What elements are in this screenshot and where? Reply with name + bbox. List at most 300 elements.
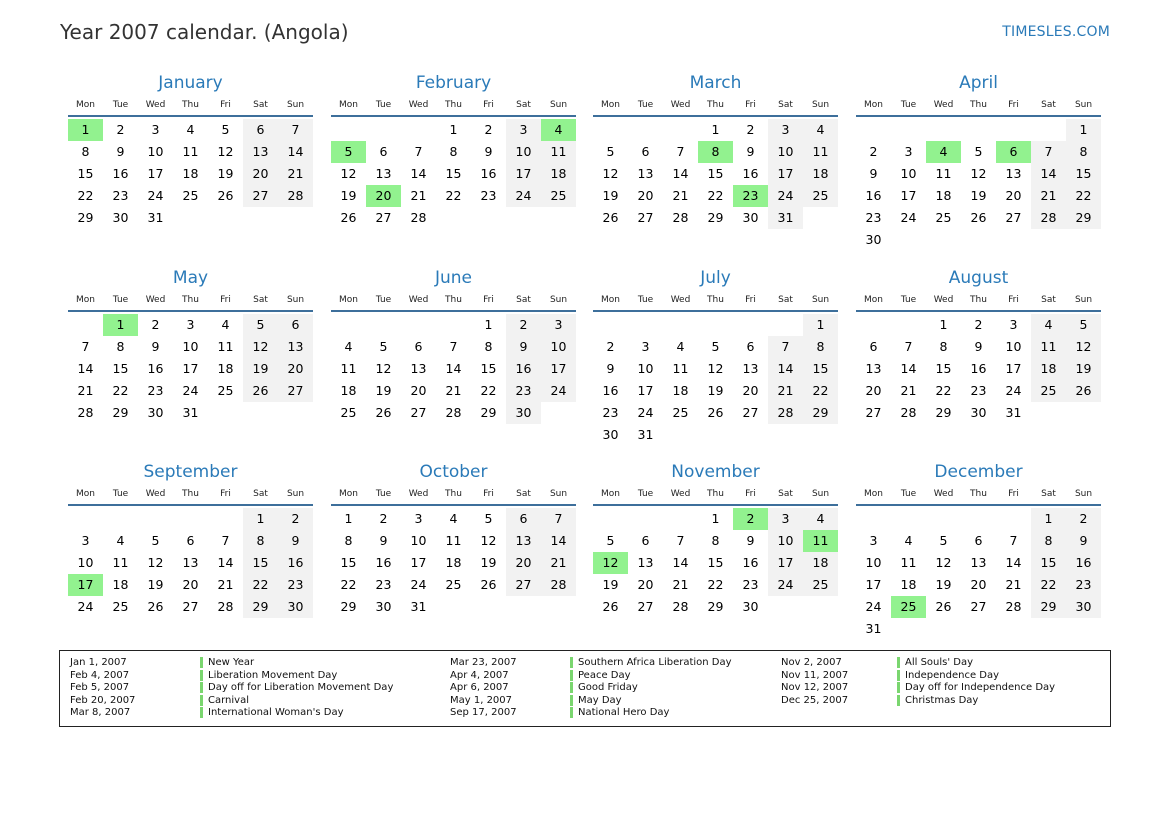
day-cell: 16 [742, 166, 759, 181]
day-cell: 30 [865, 232, 882, 247]
legend-marker [570, 682, 573, 693]
weekday-header: Mon [864, 295, 883, 305]
weekday-header: Sun [1074, 295, 1093, 305]
day-cell: 1 [1031, 508, 1066, 530]
day-cell: 19 [340, 188, 357, 203]
day-cell: 10 [506, 141, 541, 163]
weekday-header: Fri [1008, 295, 1019, 305]
day-cell: 24 [541, 380, 576, 402]
legend-marker [200, 695, 203, 706]
legend-date: Apr 6, 2007 [450, 682, 509, 694]
weekday-header: Sun [1074, 100, 1093, 110]
holiday-legend [59, 650, 1111, 727]
day-cell: 24 [506, 185, 541, 207]
month-name: February [415, 73, 492, 93]
site-link[interactable]: TIMESLES.COM [1002, 24, 1110, 40]
day-cell: 26 [602, 599, 619, 614]
day-cell: 10 [541, 336, 576, 358]
day-cell: 11 [803, 141, 838, 163]
day-cell: 21 [900, 383, 917, 398]
day-cell: 16 [112, 166, 129, 181]
day-cell: 18 [900, 577, 917, 592]
weekday-header: Sat [516, 295, 531, 305]
weekday-header: Sat [253, 100, 268, 110]
day-cell: 31 [147, 210, 164, 225]
legend-date: May 1, 2007 [450, 694, 513, 706]
day-cell: 29 [707, 599, 724, 614]
weekday-header: Tue [637, 489, 654, 499]
day-cell: 3 [869, 533, 878, 548]
day-cell: 8 [116, 339, 125, 354]
legend-holiday-name: May Day [578, 694, 622, 706]
day-cell: 18 [803, 163, 838, 185]
day-cell: 2 [278, 508, 313, 530]
weekday-header: Thu [445, 489, 462, 499]
day-cell: 21 [1005, 577, 1022, 592]
day-cell: 22 [445, 188, 462, 203]
day-cell: 3 [904, 144, 913, 159]
day-cell: 19 [935, 577, 952, 592]
day-cell: 31 [865, 621, 882, 636]
weekday-header: Fri [483, 100, 494, 110]
day-cell: 16 [865, 188, 882, 203]
day-cell: 21 [77, 383, 94, 398]
day-cell: 19 [707, 383, 724, 398]
day-cell: 24 [865, 599, 882, 614]
day-cell: 27 [182, 599, 199, 614]
weekday-header: Thu [707, 489, 724, 499]
day-cell: 29 [935, 405, 952, 420]
day-cell: 26 [480, 577, 497, 592]
day-cell: 27 [865, 405, 882, 420]
day-cell: 4 [186, 122, 195, 137]
day-cell: 22 [935, 383, 952, 398]
day-cell: 2 [606, 339, 615, 354]
weekday-header: Tue [112, 489, 129, 499]
day-cell: 20 [970, 577, 987, 592]
day-cell: 27 [1005, 210, 1022, 225]
day-cell: 1 [484, 317, 493, 332]
day-cell: 13 [410, 361, 427, 376]
day-cell: 17 [410, 555, 427, 570]
day-cell: 3 [641, 339, 650, 354]
day-cell: 13 [506, 530, 541, 552]
weekday-header: Wed [145, 295, 166, 305]
day-cell: 17 [147, 166, 164, 181]
day-cell: 26 [147, 599, 164, 614]
day-cell: 24 [147, 188, 164, 203]
day-cell: 15 [1066, 163, 1101, 185]
day-cell: 29 [1066, 207, 1101, 229]
day-cell: 20 [243, 163, 278, 185]
day-cell: 7 [541, 508, 576, 530]
day-cell: 16 [506, 358, 541, 380]
day-cell: 11 [1031, 336, 1066, 358]
day-cell: 17 [865, 577, 882, 592]
day-cell: 25 [445, 577, 462, 592]
day-cell: 19 [217, 166, 234, 181]
month-name: May [172, 268, 209, 288]
weekday-header: Mon [76, 489, 95, 499]
day-cell: 9 [974, 339, 983, 354]
weekday-header: Sat [253, 295, 268, 305]
day-cell: 14 [541, 530, 576, 552]
day-cell: 18 [182, 166, 199, 181]
day-cell: 13 [865, 361, 882, 376]
day-cell: 7 [1009, 533, 1018, 548]
day-cell: 20 [278, 358, 313, 380]
day-cell: 8 [344, 533, 353, 548]
day-cell: 3 [151, 122, 160, 137]
day-cell: 13 [742, 361, 759, 376]
weekday-header: Tue [900, 100, 917, 110]
day-cell: 6 [641, 533, 650, 548]
day-cell: 24 [410, 577, 427, 592]
day-cell: 27 [243, 185, 278, 207]
day-cell: 26 [970, 210, 987, 225]
weekday-header: Thu [707, 100, 724, 110]
day-cell: 10 [768, 141, 803, 163]
day-cell: 11 [935, 166, 952, 181]
day-cell: 9 [606, 361, 615, 376]
day-cell: 22 [112, 383, 129, 398]
day-cell: 4 [1031, 314, 1066, 336]
weekday-header: Sun [549, 100, 568, 110]
month-name: January [158, 73, 223, 93]
month-name: March [689, 73, 742, 93]
day-cell: 21 [217, 577, 234, 592]
day-cell: 25 [1031, 380, 1066, 402]
day-cell: 27 [742, 405, 759, 420]
legend-marker [200, 682, 203, 693]
day-cell: 9 [746, 533, 755, 548]
weekday-header: Fri [1008, 489, 1019, 499]
day-cell: 14 [77, 361, 94, 376]
legend-holiday-name: New Year [208, 657, 255, 668]
day-cell: 6 [869, 339, 878, 354]
day-cell: 13 [243, 141, 278, 163]
day-cell: 4 [221, 317, 230, 332]
day-cell: 18 [445, 555, 462, 570]
month-divider [593, 504, 838, 506]
weekday-header: Sat [516, 100, 531, 110]
day-cell: 5 [606, 533, 615, 548]
month-name: July [700, 268, 731, 288]
weekday-header: Tue [375, 489, 392, 499]
weekday-header: Wed [933, 489, 954, 499]
day-cell: 6 [746, 339, 755, 354]
weekday-header: Fri [220, 295, 231, 305]
day-cell: 16 [742, 555, 759, 570]
day-cell: 22 [1031, 574, 1066, 596]
day-cell: 3 [768, 119, 803, 141]
day-cell: 16 [278, 552, 313, 574]
day-cell: 2 [974, 317, 983, 332]
legend-marker [570, 657, 573, 668]
weekday-header: Mon [76, 295, 95, 305]
day-cell: 7 [904, 339, 913, 354]
day-cell: 16 [480, 166, 497, 181]
weekday-header: Wed [145, 100, 166, 110]
legend-date: Mar 23, 2007 [450, 657, 517, 668]
day-cell: 17 [541, 358, 576, 380]
legend-marker [897, 682, 900, 693]
day-cell: 1 [243, 508, 278, 530]
day-cell: 28 [278, 185, 313, 207]
day-cell: 1 [344, 511, 353, 526]
day-cell: 27 [970, 599, 987, 614]
weekday-header: Sat [778, 100, 793, 110]
holiday-day-cell: 12 [593, 552, 628, 574]
day-cell: 11 [340, 361, 357, 376]
day-cell: 30 [742, 210, 759, 225]
day-cell: 31 [1005, 405, 1022, 420]
day-cell: 28 [672, 210, 689, 225]
weekday-header: Tue [900, 295, 917, 305]
weekday-header: Fri [220, 489, 231, 499]
day-cell: 6 [414, 339, 423, 354]
weekday-header: Mon [864, 489, 883, 499]
weekday-header: Sun [549, 295, 568, 305]
day-cell: 8 [711, 533, 720, 548]
day-cell: 23 [865, 210, 882, 225]
day-cell: 20 [410, 383, 427, 398]
legend-holiday-name: Carnival [208, 694, 249, 706]
weekday-header: Mon [864, 100, 883, 110]
day-cell: 5 [221, 122, 230, 137]
day-cell: 27 [278, 380, 313, 402]
day-cell: 2 [506, 314, 541, 336]
legend-marker [570, 670, 573, 681]
day-cell: 15 [480, 361, 497, 376]
day-cell: 23 [506, 380, 541, 402]
day-cell: 25 [182, 188, 199, 203]
day-cell: 15 [243, 552, 278, 574]
legend-holiday-name: Good Friday [578, 682, 638, 694]
day-cell: 17 [1005, 361, 1022, 376]
day-cell: 21 [541, 552, 576, 574]
day-cell: 10 [900, 166, 917, 181]
day-cell: 6 [641, 144, 650, 159]
day-cell: 16 [970, 361, 987, 376]
day-cell: 13 [182, 555, 199, 570]
day-cell: 22 [340, 577, 357, 592]
day-cell: 3 [186, 317, 195, 332]
day-cell: 21 [672, 577, 689, 592]
day-cell: 7 [768, 336, 803, 358]
month-name: November [671, 462, 760, 482]
day-cell: 6 [278, 314, 313, 336]
legend-marker [570, 695, 573, 706]
day-cell: 12 [217, 144, 234, 159]
day-cell: 21 [278, 163, 313, 185]
day-cell: 14 [768, 358, 803, 380]
day-cell: 12 [1066, 336, 1101, 358]
day-cell: 26 [1066, 380, 1101, 402]
day-cell: 10 [182, 339, 199, 354]
day-cell: 2 [1066, 508, 1101, 530]
day-cell: 30 [742, 599, 759, 614]
day-cell: 24 [182, 383, 199, 398]
day-cell: 8 [449, 144, 458, 159]
day-cell: 4 [803, 508, 838, 530]
day-cell: 14 [672, 166, 689, 181]
legend-holiday-name: Day off for Independence Day [905, 682, 1056, 694]
weekday-header: Tue [375, 100, 392, 110]
day-cell: 24 [768, 574, 803, 596]
day-cell: 16 [147, 361, 164, 376]
legend-marker [897, 695, 900, 706]
holiday-day-cell: 17 [68, 574, 103, 596]
day-cell: 14 [1005, 555, 1022, 570]
day-cell: 27 [506, 574, 541, 596]
day-cell: 25 [672, 405, 689, 420]
day-cell: 28 [768, 402, 803, 424]
legend-holiday-name: Peace Day [578, 669, 631, 681]
day-cell: 6 [243, 119, 278, 141]
day-cell: 28 [445, 405, 462, 420]
day-cell: 22 [707, 188, 724, 203]
month-divider [856, 310, 1101, 312]
weekday-header: Wed [408, 100, 429, 110]
day-cell: 2 [379, 511, 388, 526]
day-cell: 28 [1005, 599, 1022, 614]
weekday-header: Tue [637, 295, 654, 305]
weekday-header: Wed [408, 295, 429, 305]
weekday-header: Sat [778, 295, 793, 305]
day-cell: 11 [541, 141, 576, 163]
day-cell: 29 [112, 405, 129, 420]
weekday-header: Thu [182, 489, 199, 499]
day-cell: 28 [410, 210, 427, 225]
legend-holiday-name: Day off for Liberation Movement Day [208, 682, 394, 694]
weekday-header: Fri [483, 489, 494, 499]
day-cell: 27 [410, 405, 427, 420]
day-cell: 20 [637, 577, 654, 592]
day-cell: 25 [803, 574, 838, 596]
day-cell: 12 [147, 555, 164, 570]
day-cell: 9 [506, 336, 541, 358]
day-cell: 1 [711, 122, 720, 137]
day-cell: 11 [445, 533, 462, 548]
day-cell: 17 [182, 361, 199, 376]
day-cell: 28 [77, 405, 94, 420]
weekday-header: Tue [112, 295, 129, 305]
day-cell: 20 [637, 188, 654, 203]
weekday-header: Fri [745, 295, 756, 305]
day-cell: 2 [484, 122, 493, 137]
legend-holiday-name: Christmas Day [905, 694, 979, 706]
day-cell: 20 [1005, 188, 1022, 203]
day-cell: 6 [379, 144, 388, 159]
day-cell: 9 [869, 166, 878, 181]
day-cell: 30 [506, 402, 541, 424]
day-cell: 8 [81, 144, 90, 159]
weekday-header: Sun [811, 100, 830, 110]
day-cell: 15 [707, 555, 724, 570]
day-cell: 5 [484, 511, 493, 526]
legend-date: Nov 11, 2007 [781, 669, 849, 681]
weekday-header: Thu [970, 489, 987, 499]
month-divider [856, 504, 1101, 506]
weekday-header: Wed [670, 295, 691, 305]
day-cell: 4 [449, 511, 458, 526]
day-cell: 9 [746, 144, 755, 159]
weekday-header: Wed [933, 295, 954, 305]
day-cell: 20 [506, 552, 541, 574]
day-cell: 1 [1066, 119, 1101, 141]
day-cell: 14 [672, 555, 689, 570]
day-cell: 14 [278, 141, 313, 163]
day-cell: 5 [379, 339, 388, 354]
legend-holiday-name: All Souls' Day [905, 657, 974, 668]
day-cell: 17 [900, 188, 917, 203]
weekday-header: Fri [745, 489, 756, 499]
weekday-header: Fri [1008, 100, 1019, 110]
weekday-header: Thu [445, 295, 462, 305]
day-cell: 2 [869, 144, 878, 159]
weekday-header: Mon [339, 100, 358, 110]
month-divider [68, 504, 313, 506]
weekday-header: Tue [900, 489, 917, 499]
day-cell: 22 [1066, 185, 1101, 207]
day-cell: 30 [970, 405, 987, 420]
day-cell: 11 [112, 555, 129, 570]
weekday-header: Fri [483, 295, 494, 305]
weekday-header: Thu [707, 295, 724, 305]
day-cell: 18 [112, 577, 129, 592]
legend-holiday-name: International Woman's Day [208, 707, 344, 719]
weekday-header: Thu [970, 295, 987, 305]
day-cell: 12 [375, 361, 392, 376]
weekday-header: Thu [182, 295, 199, 305]
day-cell: 7 [676, 533, 685, 548]
weekday-header: Mon [601, 100, 620, 110]
day-cell: 29 [340, 599, 357, 614]
day-cell: 13 [375, 166, 392, 181]
day-cell: 14 [1031, 163, 1066, 185]
day-cell: 26 [935, 599, 952, 614]
day-cell: 19 [375, 383, 392, 398]
day-cell: 14 [217, 555, 234, 570]
day-cell: 7 [278, 119, 313, 141]
legend-marker [897, 670, 900, 681]
weekday-header: Sat [516, 489, 531, 499]
day-cell: 1 [449, 122, 458, 137]
holiday-day-cell: 20 [366, 185, 401, 207]
holiday-day-cell: 2 [733, 508, 768, 530]
day-cell: 26 [375, 405, 392, 420]
day-cell: 8 [243, 530, 278, 552]
day-cell: 12 [480, 533, 497, 548]
day-cell: 31 [410, 599, 427, 614]
legend-date: Feb 4, 2007 [70, 669, 130, 681]
day-cell: 15 [1031, 552, 1066, 574]
day-cell: 5 [711, 339, 720, 354]
day-cell: 15 [707, 166, 724, 181]
weekday-header: Sat [778, 489, 793, 499]
day-cell: 28 [1031, 207, 1066, 229]
legend-holiday-name: Liberation Movement Day [208, 669, 338, 681]
day-cell: 19 [602, 577, 619, 592]
day-cell: 19 [1066, 358, 1101, 380]
day-cell: 8 [1066, 141, 1101, 163]
weekday-header: Wed [933, 100, 954, 110]
day-cell: 23 [1066, 574, 1101, 596]
day-cell: 10 [768, 530, 803, 552]
legend-marker [897, 657, 900, 668]
weekday-header: Wed [145, 489, 166, 499]
